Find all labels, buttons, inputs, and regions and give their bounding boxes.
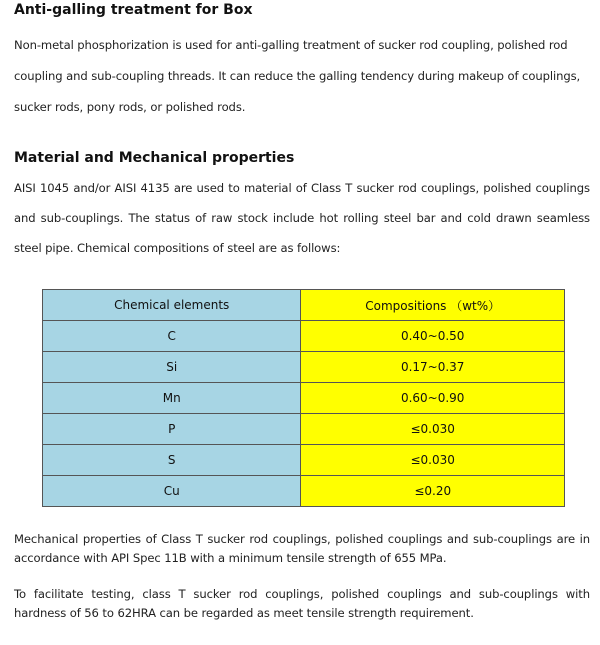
element-cell: P: [43, 414, 301, 445]
composition-cell: ≤0.030: [301, 414, 565, 445]
table-row: [43, 414, 565, 445]
composition-cell: ≤0.20: [301, 476, 565, 507]
table-row: [43, 352, 565, 383]
table-header-row: [43, 290, 565, 321]
testing-paragraph: To facilitate testing, class T sucker rod couplings, polished couplings and sub-couplings with hardness of 56 to 62HRA can be regarded as meet tensile strength requirement.: [14, 587, 590, 620]
composition-cell: 0.40~0.50: [301, 321, 565, 352]
table-row: [43, 445, 565, 476]
table-row: [43, 476, 565, 507]
element-cell: Mn: [43, 383, 301, 414]
chemical-composition-table: [42, 289, 565, 507]
section-heading-material: Material and Mechanical properties: [14, 150, 295, 166]
element-cell: Cu: [43, 476, 301, 507]
composition-cell: ≤0.030: [301, 445, 565, 476]
mechanical-properties-paragraph: Mechanical properties of Class T sucker rod couplings, polished couplings and sub-couplings are in accordance with API Spec 11B with a minimum tensile strength of 655 MPa.: [14, 532, 590, 565]
element-cell: Si: [43, 352, 301, 383]
composition-cell: 0.60~0.90: [301, 383, 565, 414]
section-heading-anti-galling: Anti-galling treatment for Box: [14, 2, 253, 18]
composition-cell: 0.17~0.37: [301, 352, 565, 383]
table-row: [43, 321, 565, 352]
header-chemical-elements: Chemical elements: [43, 290, 301, 321]
table-row: [43, 383, 565, 414]
element-cell: C: [43, 321, 301, 352]
header-compositions: Compositions （wt%）: [301, 290, 565, 321]
anti-galling-paragraph: Non-metal phosphorization is used for anti-galling treatment of sucker rod coupling, polished rod coupling and sub-coupling threads. It can reduce the galling tendency during makeup of couplings, sucker rods, pony rods, or polished rods.: [14, 38, 581, 114]
material-paragraph: AISI 1045 and/or AISI 4135 are used to material of Class T sucker rod couplings, polished couplings and sub-couplings. The status of raw stock include hot rolling steel bar and cold drawn seamless steel pipe. Chemical compositions of steel are as follows:: [14, 181, 590, 255]
element-cell: S: [43, 445, 301, 476]
